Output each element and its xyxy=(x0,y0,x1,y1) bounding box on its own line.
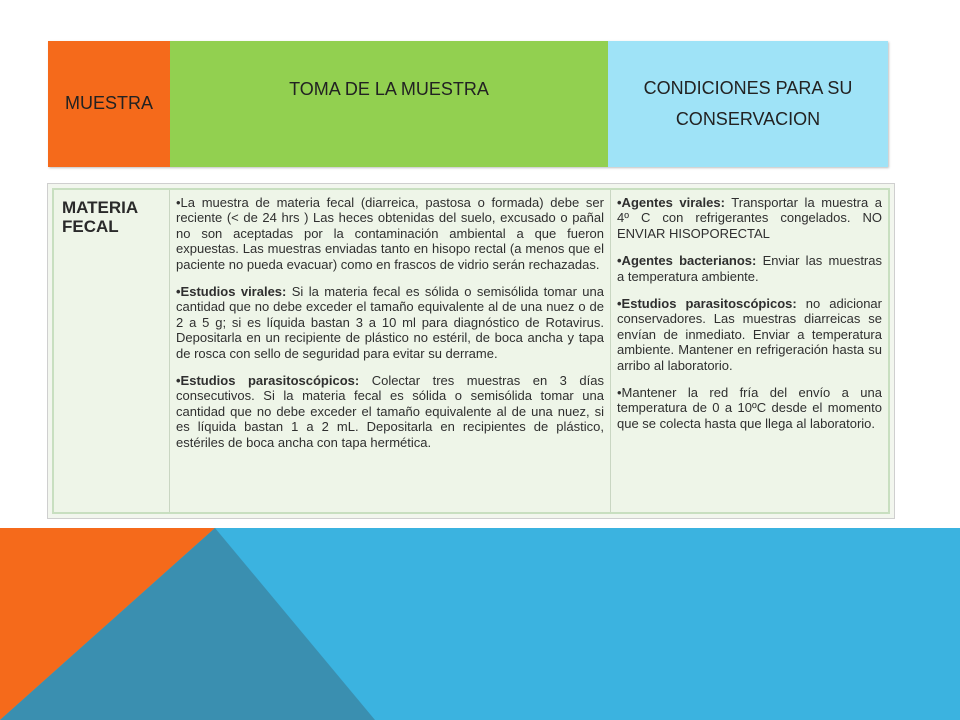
header-toma-de-la-muestra: TOMA DE LA MUESTRA xyxy=(170,41,608,167)
toma-paragraph: •Estudios parasitoscópicos: Colectar tres muestras en 3 días consecutivos. Si la materia fecal es sólida o semisólida tomar una cantidad que no debe exceder el tamaño equivalente al de una nuez, si es líquida bastan 1 a 2 mL. Depositarla en recipientes de plástico, estériles de boca ancha con tapa hermética. xyxy=(176,373,604,450)
condiciones-cell xyxy=(611,190,888,512)
sample-name: MATERIA FECAL xyxy=(62,198,138,236)
content-row xyxy=(52,188,890,514)
toma-paragraph: •Estudios virales: Si la materia fecal es sólida o semisólida tomar una cantidad que no debe exceder el tamaño equivalente al de una nuez o de 2 a 5 g; si es líquida bastan 3 a 10 ml para diagnóstico de Rotavirus. Depositarla en un recipiente de plástico no estéril, de boca ancha y tapa de rosca con sello de seguridad para evitar su derrame. xyxy=(176,284,604,361)
header-condiciones: CONDICIONES PARA SU CONSERVACION xyxy=(608,41,888,167)
decorative-footer xyxy=(0,528,960,720)
decorative-shapes xyxy=(0,528,960,720)
sample-cell xyxy=(54,190,170,512)
toma-paragraph: •La muestra de materia fecal (diarreica, pastosa o formada) debe ser reciente (< de 24 hrs ) Las heces obtenidas del suelo, excusado o pañal no son aceptadas por la contaminación ambiental a que fueron expuestas. Las muestras enviadas tanto en hisopo rectal (a menos que el paciente no pueda evacuar) como en frascos de vidrio serán rechazadas. xyxy=(176,195,604,272)
condiciones-paragraph: •Mantener la red fría del envío a una temperatura de 0 a 10ºC desde el momento que se colecta hasta que llega al laboratorio. xyxy=(617,385,882,431)
condiciones-paragraph: •Agentes bacterianos: Enviar las muestras a temperatura ambiente. xyxy=(617,253,882,284)
condiciones-paragraph: •Estudios parasitoscópicos: no adicionar conservadores. Las muestras diarreicas se envían de inmediato. Enviar a temperatura ambiente. Mantener en refrigeración hasta su arribo al laboratorio. xyxy=(617,296,882,373)
condiciones-paragraph: •Agentes virales: Transportar la muestra a 4º C con refrigerantes congelados. NO ENVIAR HISOPORECTAL xyxy=(617,195,883,241)
content-table xyxy=(47,183,895,519)
toma-cell xyxy=(170,190,611,512)
header-table xyxy=(48,41,888,167)
header-muestra: MUESTRA xyxy=(48,41,170,167)
